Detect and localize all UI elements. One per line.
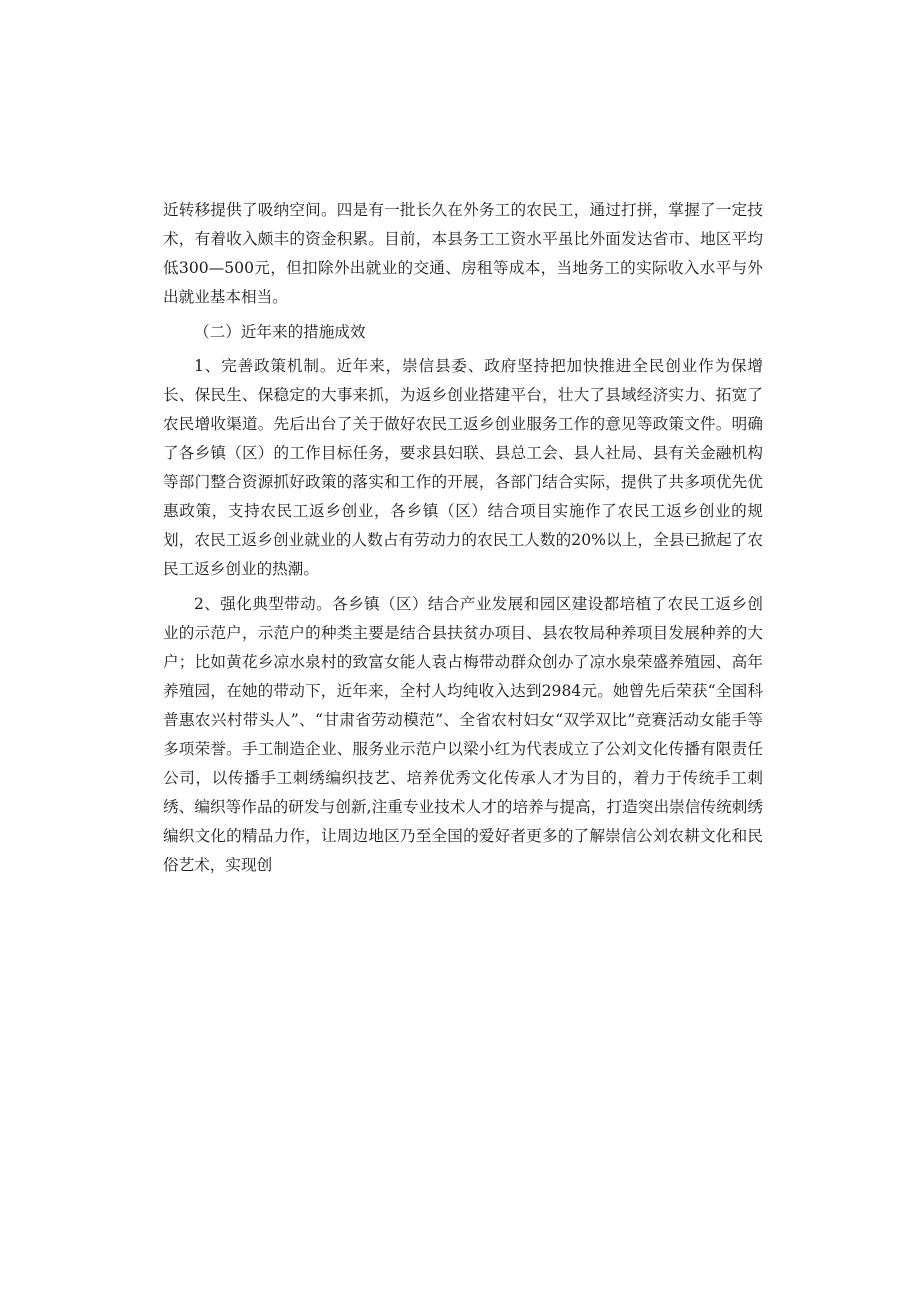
paragraph-policy-mechanism: 1、完善政策机制。近年来，崇信县委、政府坚持把加快推进全民创业作为保增长、保民生、保稳定的大事来抓，为返乡创业搭建平台，壮大了县域经济实力、拓宽了农民增收渠道。先后出台了关于做好农民工返乡创业服务工作的意见等政策文件。明确了各乡镇（区）的工作目标任务，要求县妇联、县总工会、县人社局、县有关金融机构等部门整合资源抓好政策的落实和工作的开展，各部门结合实际，提供了共多项优先优惠政策，支持农民工返乡创业，各乡镇（区）结合项目实施作了农民工返乡创业的规划，农民工返乡创业就业的人数占有劳动力的农民工人数的20%以上，全县已掀起了农民工返乡创业的热潮。 bbox=[163, 357, 763, 579]
paragraph-continuation: 近转移提供了吸纳空间。四是有一批长久在外务工的农民工，通过打拼，掌握了一定技术，有着收入颇丰的资金积累。目前，本县务工工资水平虽比外面发达省市、地区平均低300—500元，但扣除外出就业的交通、房租等成本，当地务工的实际收入水平与外出就业基本相当。 bbox=[163, 201, 763, 306]
section-heading: （二）近年来的措施成效 bbox=[194, 322, 366, 341]
document-body bbox=[163, 196, 763, 885]
paragraph-typical-leadership: 2、强化典型带动。各乡镇（区）结合产业发展和园区建设都培植了农民工返乡创业的示范户，示范户的种类主要是结合县扶贫办项目、县农牧局种养项目发展种养的大户；比如黄花乡凉水泉村的致富女能人袁占梅带动群众创办了凉水泉荣盛养殖园、高年养殖园，在她的带动下，近年来，全村人均纯收入达到2984元。她曾先后荣获“全国科普惠农兴村带头人”、“甘肃省劳动模范”、全省农村妇女“双学双比”竞赛活动女能手等多项荣誉。手工制造企业、服务业示范户以梁小红为代表成立了公刘文化传播有限责任公司，以传播手工刺绣编织技艺、培养优秀文化传承人才为目的，着力于传统手工刺绣、编织等作品的研发与创新,注重专业技术人才的培养与提高，打造突出崇信传统刺绣编织文化的精品力作，让周边地区乃至全国的爱好者更多的了解崇信公刘农耕文化和民俗艺术，实现创 bbox=[163, 594, 763, 874]
